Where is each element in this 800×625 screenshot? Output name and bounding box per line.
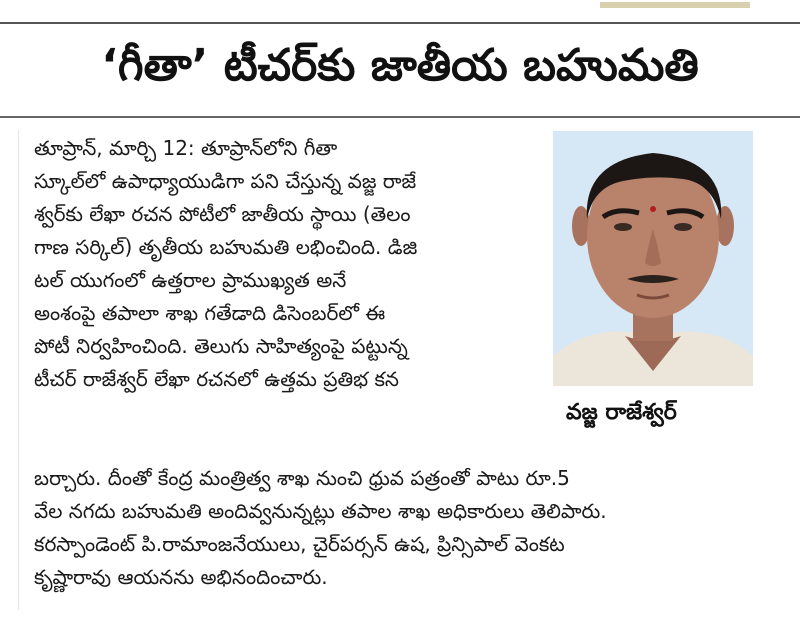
body-line: శ్వర్‌కు లేఖా రచన పోటీలో జాతీయ స్థాయి (తెలం xyxy=(34,202,411,226)
article-body-bottom xyxy=(34,462,789,594)
body-line: కృష్ణారావు ఆయనను అభినందించారు. xyxy=(34,565,328,589)
body-line: టల్ యుగంలో ఉత్తరాల ప్రాముఖ్యత అనే xyxy=(34,268,347,292)
body-line: పోటీ నిర్వహించింది. తెలుగు సాహిత్యంపై పట్టున్న xyxy=(34,334,408,358)
body-line: తూప్రాన్, మార్చి 12: తూప్రాన్‌లోని గీతా xyxy=(34,136,338,160)
body-line: అంశంపై తపాలా శాఖ గతేడాది డిసెంబర్‌లో ఈ xyxy=(34,301,386,325)
body-line: కరస్పాండెంట్ పి.రామాంజనేయులు, చైర్‌పర్సన్ ఉష, ప్రిన్సిపాల్ వెంకట xyxy=(34,532,565,556)
previous-article-fragment xyxy=(0,0,800,14)
body-line: బర్చారు. దీంతో కేంద్ర మంత్రిత్వ శాఖ నుంచి ధ్రువ పత్రంతో పాటు రూ.5 xyxy=(34,466,570,490)
top-divider xyxy=(0,22,800,24)
body-line: గాణ సర్కిల్) తృతీయ బహుమతి లభించింది. డిజి xyxy=(34,235,418,259)
body-line: వేల నగదు బహుమతి అందివ్వనున్నట్లు తపాల శాఖ అధికారులు తెలిపారు. xyxy=(34,499,607,523)
article-body-top xyxy=(34,132,554,396)
body-line: స్కూల్‌లో ఉపాధ్యాయుడిగా పని చేస్తున్న వజ్జ రాజే xyxy=(34,169,417,193)
column-edge xyxy=(18,130,19,610)
person-portrait-icon xyxy=(553,131,753,386)
portrait-photo xyxy=(553,131,753,386)
article-headline: ‘గీతా’ టీచర్‌కు జాతీయ బహుమతి xyxy=(101,40,699,91)
headline-divider xyxy=(0,116,800,118)
photo-caption: వజ్జ రాజేశ్వర్ xyxy=(566,400,677,425)
body-line: టీచర్ రాజేశ్వర్ లేఖా రచనలో ఉత్తమ ప్రతిభ కన xyxy=(34,367,399,391)
